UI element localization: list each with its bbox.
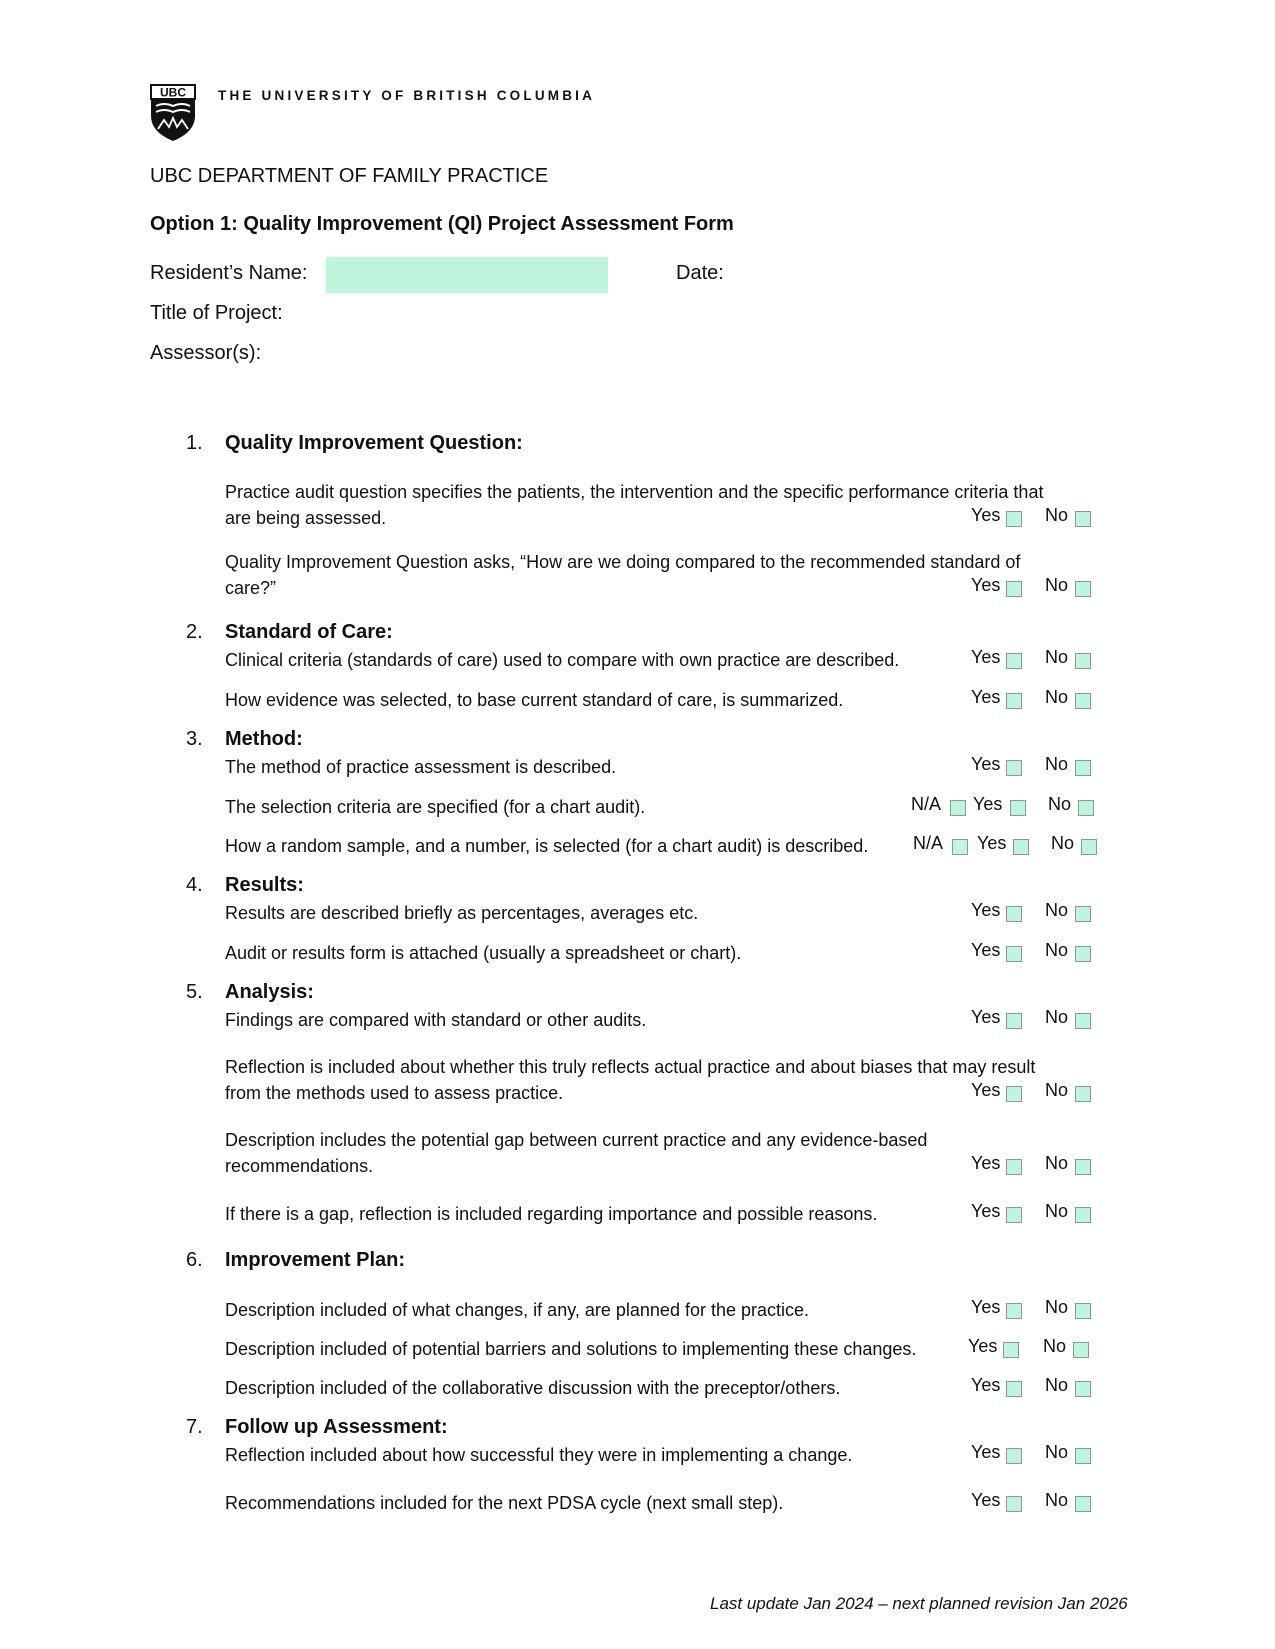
criterion-7a: Reflection included about how successful they were in implementing a change. [225, 1445, 853, 1465]
criterion-3c-no-checkbox[interactable] [1081, 839, 1097, 855]
section-4-number: 4. [186, 874, 203, 896]
section-6-title: Improvement Plan: [225, 1249, 406, 1271]
criterion-1a-yes-checkbox[interactable] [1006, 511, 1022, 527]
yes-label: Yes [971, 1442, 1001, 1462]
no-label: No [1045, 900, 1069, 920]
criterion-3c-na-checkbox[interactable] [952, 839, 968, 855]
criterion-3b-yes-checkbox[interactable] [1010, 800, 1026, 816]
no-label: No [1045, 754, 1069, 774]
criterion-6a-yes-checkbox[interactable] [1006, 1303, 1022, 1319]
yes-label: Yes [971, 1375, 1001, 1395]
no-label: No [1045, 1490, 1069, 1510]
project-title-label: Title of Project: [150, 302, 283, 324]
criterion-1a-line1: Practice audit question specifies the patients, the intervention and the specific performance criteria that [225, 482, 1044, 502]
university-name: THE UNIVERSITY OF BRITISH COLUMBIA [218, 88, 596, 103]
yes-label: Yes [971, 505, 1001, 525]
ubc-crest-logo [150, 84, 196, 142]
criterion-5b-no-checkbox[interactable] [1075, 1086, 1091, 1102]
resident-name-input[interactable] [326, 257, 608, 293]
no-label: No [1045, 687, 1069, 707]
criterion-2a-yes-checkbox[interactable] [1006, 653, 1022, 669]
criterion-5d-yes-checkbox[interactable] [1006, 1207, 1022, 1223]
yes-label: Yes [971, 900, 1001, 920]
criterion-5b-yes-checkbox[interactable] [1006, 1086, 1022, 1102]
no-label: No [1051, 833, 1075, 853]
criterion-5a: Findings are compared with standard or other audits. [225, 1010, 647, 1030]
criterion-7b: Recommendations included for the next PDSA cycle (next small step). [225, 1493, 784, 1513]
criterion-2a-no-checkbox[interactable] [1075, 653, 1091, 669]
criterion-1b-line1: Quality Improvement Question asks, “How are we doing compared to the recommended standard of [225, 552, 1021, 572]
no-label: No [1045, 575, 1069, 595]
criterion-4a-yes-checkbox[interactable] [1006, 906, 1022, 922]
yes-label: Yes [971, 1080, 1001, 1100]
section-7-number: 7. [186, 1416, 203, 1438]
criterion-4b-no-checkbox[interactable] [1075, 946, 1091, 962]
criterion-7a-no-checkbox[interactable] [1075, 1448, 1091, 1464]
yes-label: Yes [968, 1336, 998, 1356]
section-3-title: Method: [225, 728, 303, 750]
no-label: No [1045, 1297, 1069, 1317]
no-label: No [1045, 505, 1069, 525]
no-label: No [1045, 1080, 1069, 1100]
yes-label: Yes [971, 940, 1001, 960]
criterion-2b-yes-checkbox[interactable] [1006, 693, 1022, 709]
section-1-number: 1. [186, 432, 203, 454]
criterion-2a: Clinical criteria (standards of care) used to compare with own practice are described. [225, 650, 900, 670]
criterion-4a-no-checkbox[interactable] [1075, 906, 1091, 922]
revision-note: Last update Jan 2024 – next planned revision Jan 2026 [710, 1594, 1128, 1613]
section-3-number: 3. [186, 728, 203, 750]
criterion-1b-line2: care?” [225, 578, 277, 598]
yes-label: Yes [971, 1007, 1001, 1027]
assessor-label: Assessor(s): [150, 342, 262, 364]
criterion-5d: If there is a gap, reflection is included regarding importance and possible reasons. [225, 1204, 878, 1224]
criterion-1a-no-checkbox[interactable] [1075, 511, 1091, 527]
yes-label: Yes [971, 1297, 1001, 1317]
criterion-3c: How a random sample, and a number, is selected (for a chart audit) is described. [225, 836, 869, 856]
no-label: No [1045, 1007, 1069, 1027]
criterion-3b-na-checkbox[interactable] [950, 800, 966, 816]
yes-label: Yes [971, 1201, 1001, 1221]
criterion-6b-no-checkbox[interactable] [1073, 1342, 1089, 1358]
yes-label: Yes [971, 1490, 1001, 1510]
criterion-3c-yes-checkbox[interactable] [1013, 839, 1029, 855]
criterion-5c-line1: Description includes the potential gap between current practice and any evidence-based [225, 1130, 928, 1150]
criterion-4b: Audit or results form is attached (usually a spreadsheet or chart). [225, 943, 742, 963]
criterion-4b-yes-checkbox[interactable] [1006, 946, 1022, 962]
na-label: N/A [913, 833, 944, 853]
criterion-6b: Description included of potential barriers and solutions to implementing these changes. [225, 1339, 917, 1359]
criterion-2b-no-checkbox[interactable] [1075, 693, 1091, 709]
section-6-number: 6. [186, 1249, 203, 1271]
criterion-1b-yes-checkbox[interactable] [1006, 581, 1022, 597]
yes-label: Yes [971, 687, 1001, 707]
criterion-6b-yes-checkbox[interactable] [1003, 1342, 1019, 1358]
yes-label: Yes [971, 754, 1001, 774]
yes-label: Yes [973, 794, 1003, 814]
section-5-number: 5. [186, 981, 203, 1003]
section-2-number: 2. [186, 621, 203, 643]
no-label: No [1045, 1442, 1069, 1462]
section-1-title: Quality Improvement Question: [225, 432, 523, 454]
criterion-5d-no-checkbox[interactable] [1075, 1207, 1091, 1223]
no-label: No [1045, 940, 1069, 960]
no-label: No [1048, 794, 1072, 814]
criterion-6c-no-checkbox[interactable] [1075, 1381, 1091, 1397]
no-label: No [1045, 1201, 1069, 1221]
logo-text: UBC [160, 85, 186, 100]
criterion-5a-yes-checkbox[interactable] [1006, 1013, 1022, 1029]
criterion-5c-yes-checkbox[interactable] [1006, 1159, 1022, 1175]
no-label: No [1045, 1375, 1069, 1395]
criterion-3a-no-checkbox[interactable] [1075, 760, 1091, 776]
section-4-title: Results: [225, 874, 304, 896]
yes-label: Yes [971, 647, 1001, 667]
yes-label: Yes [971, 575, 1001, 595]
criterion-6a-no-checkbox[interactable] [1075, 1303, 1091, 1319]
criterion-1b-no-checkbox[interactable] [1075, 581, 1091, 597]
criterion-5c-no-checkbox[interactable] [1075, 1159, 1091, 1175]
criterion-7a-yes-checkbox[interactable] [1006, 1448, 1022, 1464]
criterion-2b: How evidence was selected, to base current standard of care, is summarized. [225, 690, 844, 710]
criterion-5b-line2: from the methods used to assess practice. [225, 1083, 564, 1103]
no-label: No [1045, 1153, 1069, 1173]
criterion-3b-no-checkbox[interactable] [1078, 800, 1094, 816]
criterion-3a-yes-checkbox[interactable] [1006, 760, 1022, 776]
resident-name-label: Resident’s Name: [150, 262, 308, 284]
no-label: No [1043, 1336, 1067, 1356]
criterion-4a: Results are described briefly as percentages, averages etc. [225, 903, 699, 923]
criterion-5c-line2: recommendations. [225, 1156, 374, 1176]
criterion-6a: Description included of what changes, if any, are planned for the practice. [225, 1300, 810, 1320]
criterion-1a-line2: are being assessed. [225, 508, 387, 528]
criterion-3b: The selection criteria are specified (for a chart audit). [225, 797, 646, 817]
criterion-3a: The method of practice assessment is described. [225, 757, 617, 777]
section-5-title: Analysis: [225, 981, 314, 1003]
criterion-5a-no-checkbox[interactable] [1075, 1013, 1091, 1029]
section-7-title: Follow up Assessment: [225, 1416, 448, 1438]
criterion-6c-yes-checkbox[interactable] [1006, 1381, 1022, 1397]
section-2-title: Standard of Care: [225, 621, 393, 643]
criterion-6c: Description included of the collaborative discussion with the preceptor/others. [225, 1378, 841, 1398]
criterion-7b-no-checkbox[interactable] [1075, 1496, 1091, 1512]
yes-label: Yes [971, 1153, 1001, 1173]
na-label: N/A [911, 794, 942, 814]
yes-label: Yes [977, 833, 1007, 853]
criterion-5b-line1: Reflection is included about whether this truly reflects actual practice and about biases that may result [225, 1057, 1036, 1077]
date-label: Date: [676, 262, 724, 284]
no-label: No [1045, 647, 1069, 667]
form-title: Option 1: Quality Improvement (QI) Project Assessment Form [150, 213, 734, 235]
department-name: UBC DEPARTMENT OF FAMILY PRACTICE [150, 165, 549, 187]
criterion-7b-yes-checkbox[interactable] [1006, 1496, 1022, 1512]
